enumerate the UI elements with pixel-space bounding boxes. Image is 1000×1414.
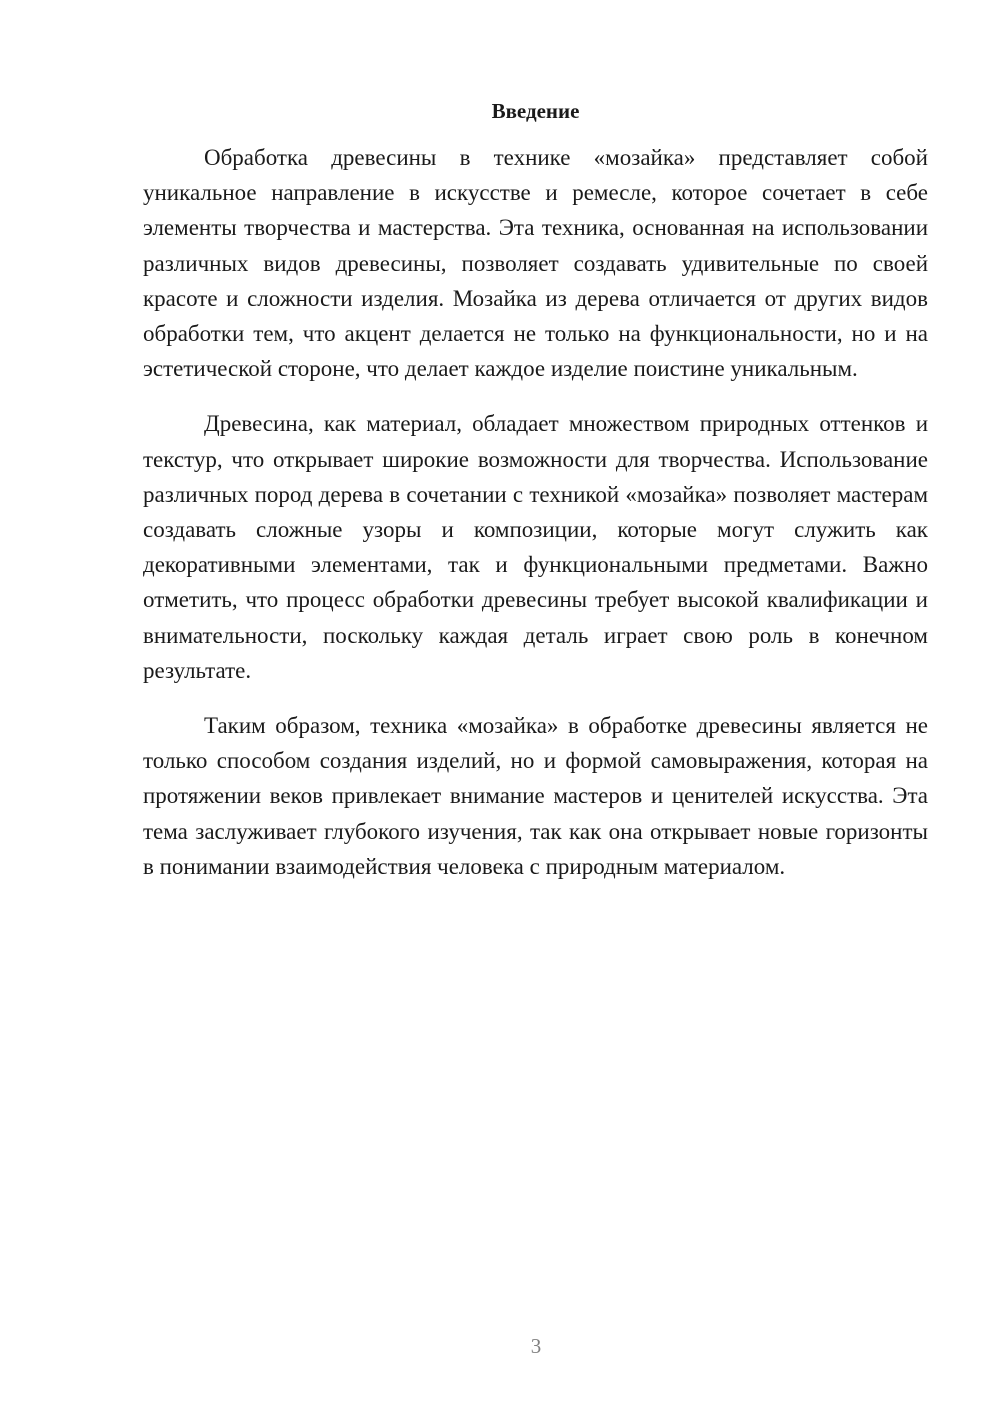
paragraph-conclusion: Таким образом, техника «мозайка» в обработке древесины является не только способом создания изделий, но и формой самовыражения, которая на протяжении веков привлекает внимание мастеров и ценителей искусства. Эта тема заслуживает глубокого изучения, так как она открывает новые горизонты в понимании взаимодействия человека с природным материалом. (143, 713, 928, 879)
paragraph-material: Древесина, как материал, обладает множеством природных оттенков и текстур, что открывает широкие возможности для творчества. Использование различных пород дерева в сочетании с техникой «мозайка» позволяет мастерам создавать сложные узоры и композиции, которые могут служить как декоративными элементами, так и функциональными предметами. Важно отметить, что процесс обработки древесины требует высокой квалификации и внимательности, поскольку каждая деталь играет свою роль в конечном результате. (143, 411, 928, 683)
document-body (143, 92, 928, 904)
paragraph-intro: Обработка древесины в технике «мозайка» представляет собой уникальное направление в искусстве и ремесле, которое сочетает в себе элементы творчества и мастерства. Эта техника, основанная на использовании различных видов древесины, позволяет создавать удивительные по своей красоте и сложности изделия. Мозайка из дерева отличается от других видов обработки тем, что акцент делается не только на функциональности, но и на эстетической стороне, что делает каждое изделие поистине уникальным. (143, 145, 928, 382)
page-number: 3 (530, 1334, 542, 1358)
section-title: Введение (491, 99, 580, 123)
